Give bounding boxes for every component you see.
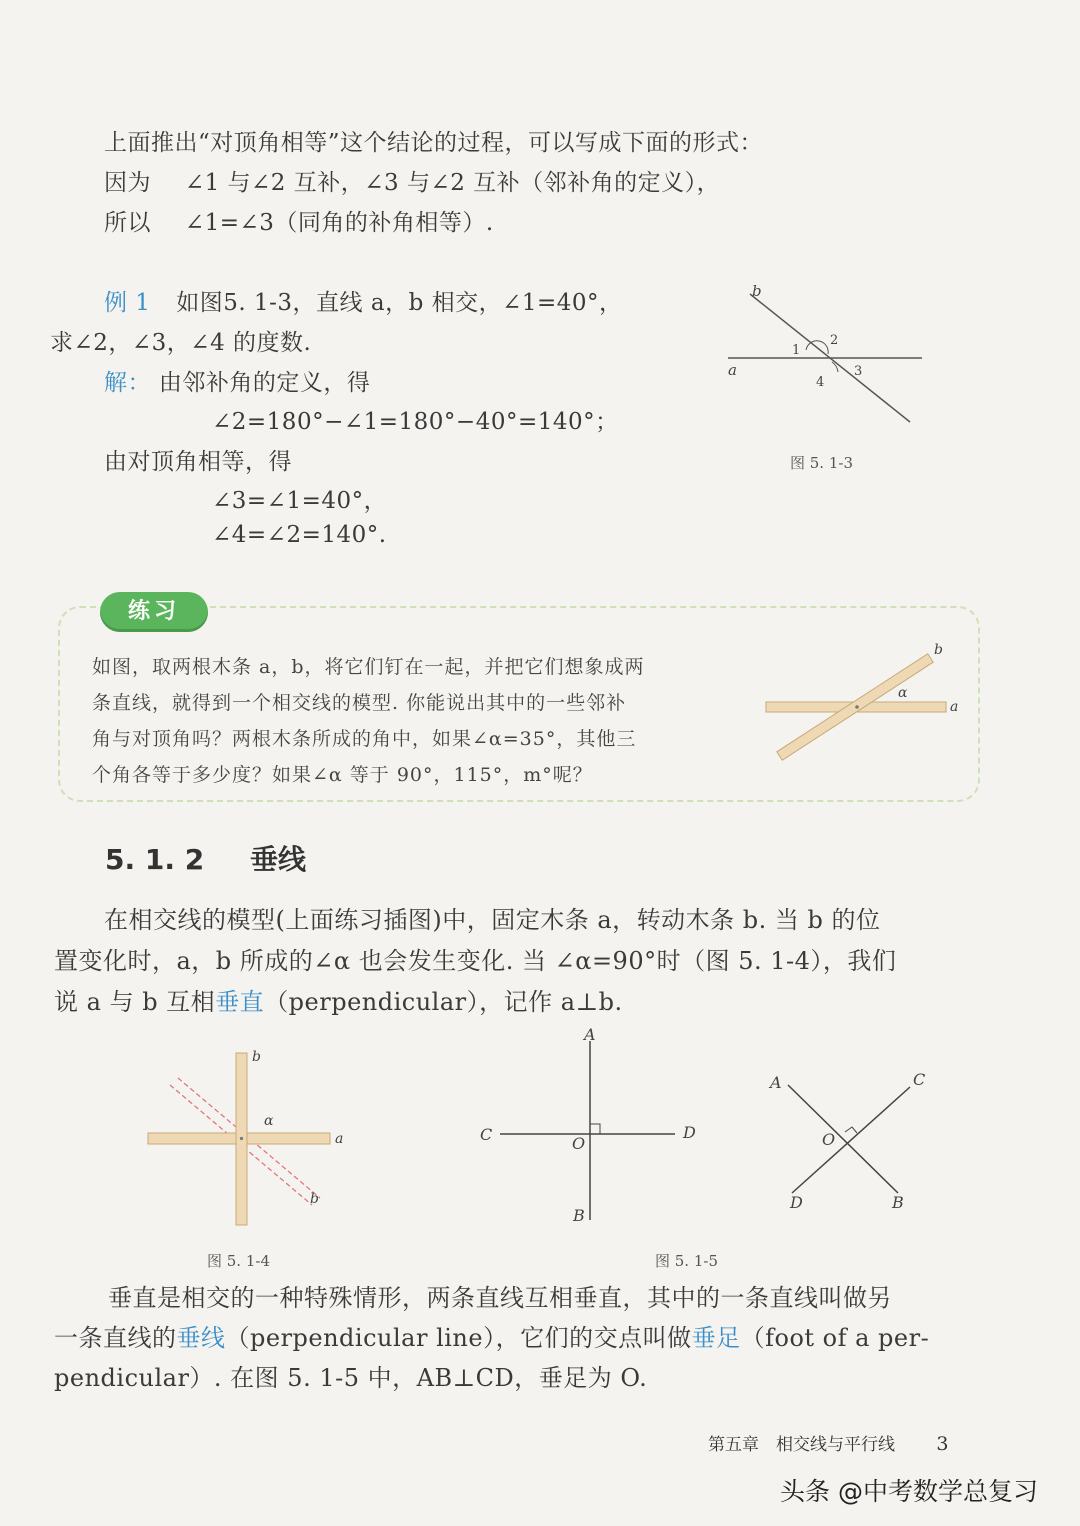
solution-line-2: ∠2=180°−∠1=180°−40°=140°； (212, 409, 619, 435)
because-label: 因为 (104, 170, 151, 196)
solution-line-1 (104, 364, 370, 397)
fig514-label-alpha: α (264, 1113, 274, 1129)
because-text: ∠1 与∠2 互补，∠3 与∠2 互补（邻补角的定义）， (184, 170, 721, 196)
so-text: ∠1=∠3（同角的补角相等）. (184, 210, 494, 236)
figure-5-1-5-oblique (760, 1065, 940, 1215)
section-para2-line1: 垂直是相交的一种特殊情形，两条直线互相垂直，其中的一条直线叫做另 (108, 1284, 892, 1312)
section-title (105, 838, 306, 878)
practice-line-3: 角与对顶角吗？两根木条所成的角中，如果∠α=35°，其他三 (92, 728, 637, 750)
label-1: 1 (792, 343, 801, 358)
label-C: C (480, 1125, 493, 1144)
nail-point (240, 1137, 243, 1140)
figure-5-1-3 (720, 280, 940, 430)
label-A2: A (770, 1073, 782, 1092)
label-2: 2 (830, 333, 839, 348)
intro-line-1: 上面推出“对顶角相等”这个结论的过程，可以写成下面的形式： (104, 130, 764, 156)
watermark-text: 头条 @中考数学总复习 (780, 1477, 1038, 1506)
label-4: 4 (816, 375, 825, 390)
practice-line-2: 条直线，就得到一个相交线的模型. 你能说出其中的一些邻补 (92, 692, 627, 714)
wood-label-a: a (950, 699, 959, 715)
wood-label-b: b (934, 642, 943, 658)
section-para1-line3 (54, 982, 623, 1017)
para2-line2-text-b: （perpendicular line），它们的交点叫做 (225, 1324, 692, 1352)
right-angle-mark-oblique (845, 1127, 857, 1133)
para2-line2-text-c: （foot of a per- (740, 1324, 930, 1352)
solution-label: 解： (104, 370, 151, 396)
label-A: A (584, 1025, 596, 1044)
section-para1-line2: 置变化时，a，b 所成的∠α 也会发生变化. 当 ∠α=90°时（图 5. 1-4），我们 (54, 947, 897, 975)
section-para2-line2 (54, 1318, 929, 1353)
line-CD-oblique (792, 1087, 910, 1193)
para1-line3-text-b: （perpendicular），记作 a⊥b. (264, 988, 623, 1016)
page-footer (708, 1430, 949, 1455)
term-foot: 垂足 (691, 1324, 741, 1352)
figure-5-1-5-caption: 图 5. 1-5 (655, 1252, 719, 1270)
figure-5-1-4-caption: 图 5. 1-4 (207, 1252, 271, 1270)
example-line-1 (104, 284, 623, 317)
figure-5-1-3-caption: 图 5. 1-3 (790, 454, 854, 472)
intro-so-line (104, 204, 494, 237)
solution-line-5: ∠4=∠2=140°. (212, 522, 387, 548)
example-text-1: 如图5. 1-3，直线 a，b 相交，∠1=40°， (176, 290, 623, 316)
para1-line3-text-a: 说 a 与 b 互相 (54, 988, 216, 1016)
fig514-label-a: a (335, 1131, 344, 1147)
section-para2-line3: pendicular）. 在图 5. 1-5 中，AB⊥CD，垂足为 O. (54, 1364, 648, 1392)
chapter-title: 第五章 相交线与平行线 (708, 1435, 895, 1455)
label-C2: C (913, 1070, 926, 1089)
right-angle-mark (590, 1124, 600, 1134)
nail-point (855, 705, 859, 709)
figure-5-1-4 (140, 1045, 360, 1230)
section-para1-line1: 在相交线的模型(上面练习插图)中，固定木条 a，转动木条 b. 当 b 的位 (104, 906, 881, 934)
practice-line-4: 个角各等于多少度？如果∠α 等于 90°，115°，m°呢？ (92, 764, 593, 786)
intro-because-line (104, 164, 720, 197)
practice-figure-wood-strips (760, 640, 970, 770)
term-perpendicular: 垂直 (215, 988, 265, 1016)
section-number: 5. 1. 2 (105, 843, 205, 876)
label-D2: D (790, 1193, 803, 1212)
example-label: 例 1 (104, 290, 151, 316)
label-B2: B (892, 1193, 904, 1212)
fig514-label-b-dashed: b (310, 1191, 319, 1207)
section-name: 垂线 (249, 843, 306, 876)
label-3: 3 (854, 364, 863, 379)
label-b: b (752, 282, 762, 300)
solution-line-4: ∠3=∠1=40°， (212, 488, 388, 514)
solution-line-3: 由对顶角相等，得 (104, 449, 292, 475)
practice-line-1: 如图，取两根木条 a，b，将它们钉在一起，并把它们想象成两 (92, 656, 645, 678)
fig514-label-b-top: b (252, 1049, 261, 1065)
label-D: D (683, 1123, 696, 1142)
so-label: 所以 (104, 210, 151, 236)
label-a: a (728, 361, 737, 379)
para2-line2-text-a: 一条直线的 (54, 1324, 177, 1352)
page-number: 3 (936, 1433, 949, 1455)
practice-tab: 练习 (100, 592, 208, 632)
label-O: O (572, 1134, 586, 1153)
label-O2: O (822, 1130, 836, 1149)
term-perpendicular-line: 垂线 (176, 1324, 226, 1352)
label-B: B (573, 1206, 585, 1225)
line-AB-oblique (788, 1085, 898, 1193)
solution-text-1: 由邻补角的定义，得 (158, 370, 371, 396)
example-line-2: 求∠2，∠3，∠4 的度数. (50, 330, 312, 356)
wood-label-alpha: α (898, 685, 908, 701)
figure-5-1-5-perpendicular (470, 1025, 710, 1225)
